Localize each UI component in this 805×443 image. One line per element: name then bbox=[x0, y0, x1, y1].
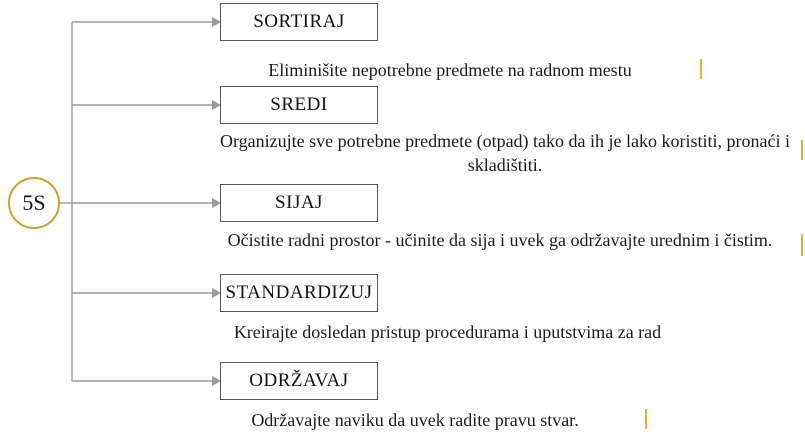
accent-tick-2 bbox=[801, 140, 803, 160]
step-label: SORTIRAJ bbox=[253, 11, 345, 32]
step-box-sortiraj bbox=[220, 3, 378, 41]
step-description-sijaj: Očistite radni prostor - učinite da sija i uvek ga održavajte urednim i čistim. bbox=[227, 230, 773, 250]
step-description-standardizuj: Kreirajte dosledan pristup procedurama i uputstvima za rad bbox=[233, 322, 662, 342]
step-label: SREDI bbox=[270, 94, 328, 115]
root-node-label: 5S bbox=[22, 190, 46, 215]
step-label: STANDARDIZUJ bbox=[225, 282, 373, 303]
step-description-odrzavaj: Održavajte naviku da uvek radite pravu stvar. bbox=[251, 410, 579, 430]
step-box-sijaj bbox=[220, 184, 378, 222]
step-box-odrzavaj bbox=[220, 362, 378, 400]
root-node-5s bbox=[8, 177, 60, 229]
accent-tick-3 bbox=[801, 234, 803, 256]
step-description-sortiraj: Eliminišite nepotrebne predmete na radnom mestu bbox=[268, 60, 632, 80]
step-label: SIJAJ bbox=[275, 192, 323, 213]
accent-tick-4 bbox=[645, 409, 647, 429]
accent-tick-1 bbox=[700, 59, 702, 79]
step-description-sredi: Organizujte sve potrebne predmete (otpad) tako da ih je lako koristiti, pronaći i skladištiti. bbox=[220, 131, 790, 175]
step-box-standardizuj bbox=[220, 274, 378, 312]
step-label: ODRŽAVAJ bbox=[249, 370, 349, 391]
step-box-sredi bbox=[220, 86, 378, 124]
